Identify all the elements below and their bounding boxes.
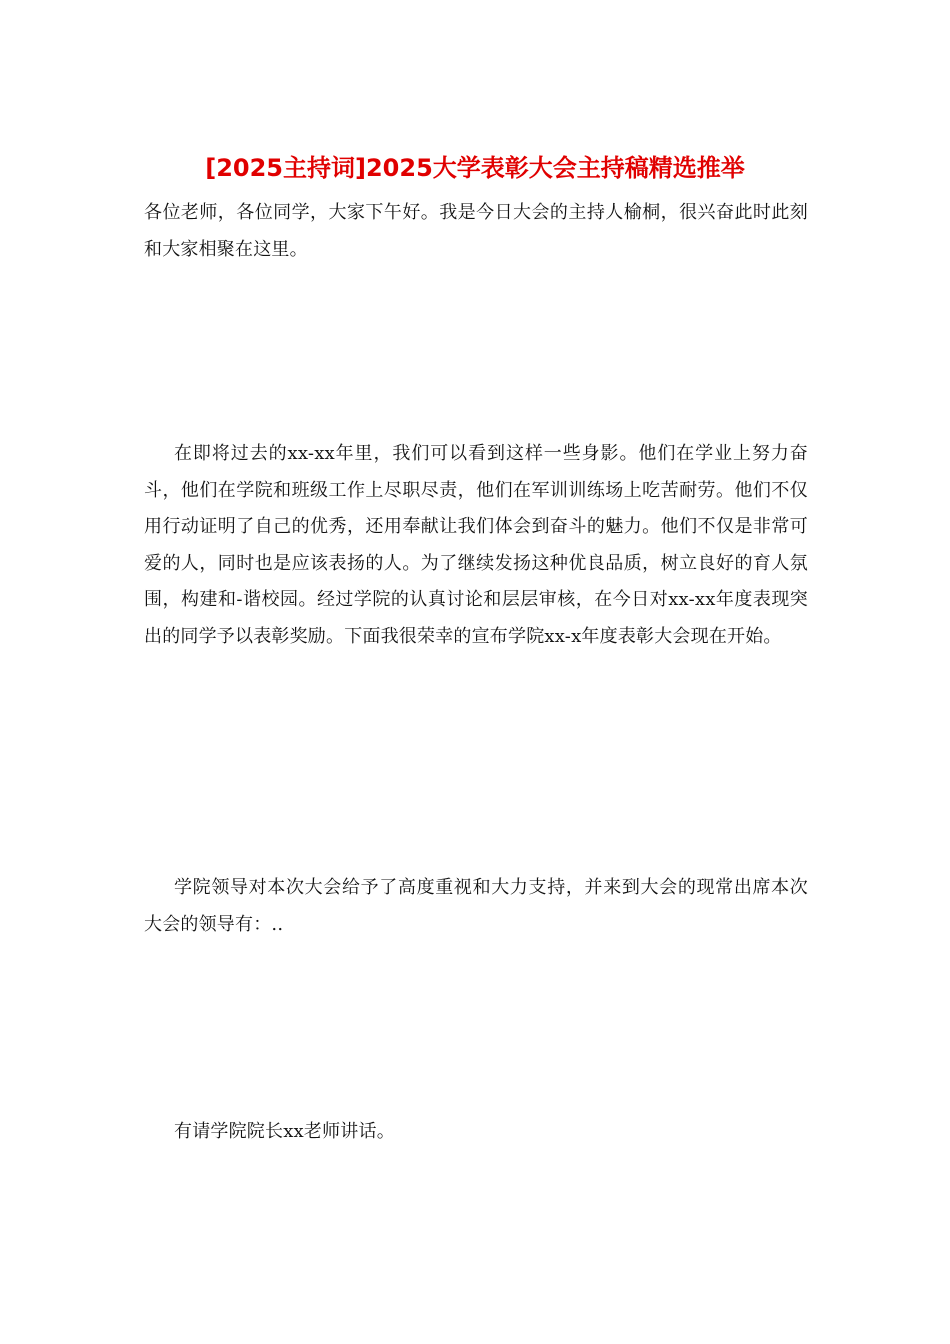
paragraph-leaders: 学院领导对本次大会给予了高度重视和大力支持，并来到大会的现常出席本次大会的领导有：.. <box>144 877 808 935</box>
paragraph-introduction: 在即将过去的xx-xx年里，我们可以看到这样一些身影。他们在学业上努力奋斗，他们在学院和班级工作上尽职尽责，他们在军训训练场上吃苦耐劳。他们不仅用行动证明了自己的优秀，还用奉献让我们体会到奋斗的魅力。他们不仅是非常可爱的人，同时也是应该表扬的人。为了继续发扬这种优良品质，树立良好的育人氛围，构建和-谐校园。经过学院的认真讨论和层层审核，在今日对xx-xx年度表现突出的同学予以表彰奖励。下面我很荣幸的宣布学院xx-x年度表彰大会现在开始。 <box>144 443 808 647</box>
paragraph-dean-speech: 有请学院院长xx老师讲话。 <box>174 1121 395 1142</box>
paragraph-greeting: 各位老师，各位同学，大家下午好。我是今日大会的主持人榆桐，很兴奋此时此刻和大家相聚在这里。 <box>144 202 808 260</box>
document-title: [2025主持词]2025大学表彰大会主持稿精选推举 <box>205 154 745 182</box>
